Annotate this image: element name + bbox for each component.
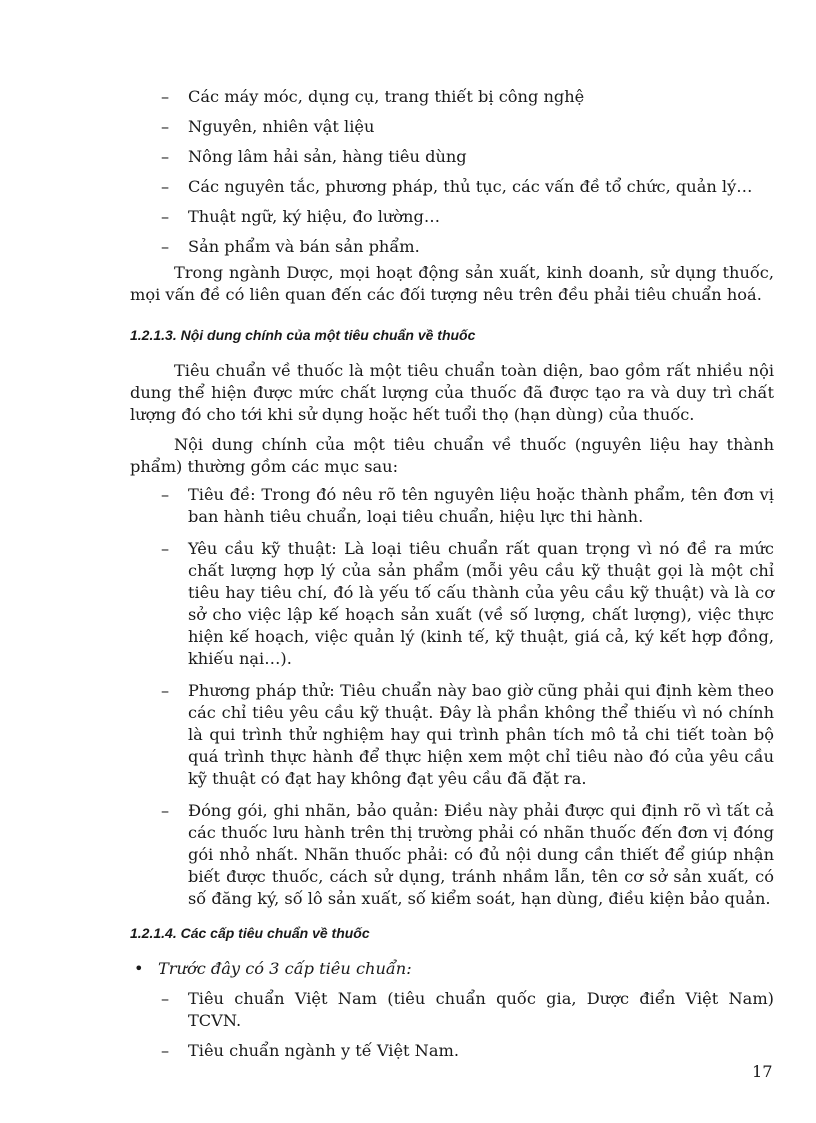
dash-marker: – bbox=[161, 485, 170, 504]
list-item-text: Phương pháp thử: Tiêu chuẩn này bao giờ cũng phải qui định kèm theo các chỉ tiêu yêu cầu kỹ thuật. Đây là phần không thể thiếu vì nó chính là qui trình thử nghiệm hay qui trình phân tích mô tả chi tiết toàn bộ quá trình thực hành để thực hiện xem một chỉ tiêu nào đó của yêu cầu kỹ thuật có đạt hay không đạt yêu cầu đã đặt ra. bbox=[188, 681, 774, 788]
dash-marker: – bbox=[161, 801, 170, 820]
dash-marker: – bbox=[161, 117, 170, 136]
section-1213-paragraph-2: Nội dung chính của một tiêu chuẩn về thuốc (nguyên liệu hay thành phẩm) thường gồm các mục sau: bbox=[130, 435, 774, 476]
dash-marker: – bbox=[161, 989, 170, 1008]
intro-paragraph: Trong ngành Dược, mọi hoạt động sản xuất, kinh doanh, sử dụng thuốc, mọi vấn đề có liên quan đến các đối tượng nêu trên đều phải tiêu chuẩn hoá. bbox=[130, 263, 774, 304]
list-item bbox=[130, 116, 774, 138]
list-item-text: Thuật ngữ, ký hiệu, đo lường… bbox=[188, 207, 441, 226]
list-item bbox=[130, 86, 774, 108]
list-item bbox=[130, 800, 774, 910]
bullet-marker: • bbox=[134, 959, 144, 978]
list-item bbox=[130, 538, 774, 670]
dash-marker: – bbox=[161, 681, 170, 700]
list-item-text: Tiêu đề: Trong đó nêu rõ tên nguyên liệu hoặc thành phẩm, tên đơn vị ban hành tiêu chuẩn, loại tiêu chuẩn, hiệu lực thi hành. bbox=[188, 485, 774, 526]
section-heading-1213: 1.2.1.3. Nội dung chính của một tiêu chuẩn về thuốc bbox=[130, 327, 476, 343]
section-1214-list bbox=[130, 988, 774, 1062]
list-item-text: Nông lâm hải sản, hàng tiêu dùng bbox=[188, 147, 467, 166]
dash-marker: – bbox=[161, 1041, 170, 1060]
list-item-text: Các máy móc, dụng cụ, trang thiết bị công nghệ bbox=[188, 87, 585, 106]
dash-marker: – bbox=[161, 237, 170, 256]
list-item bbox=[130, 236, 774, 258]
dash-marker: – bbox=[161, 87, 170, 106]
list-item-text: Yêu cầu kỹ thuật: Là loại tiêu chuẩn rất quan trọng vì nó đề ra mức chất lượng hợp lý của sản phẩm (mỗi yêu cầu kỹ thuật gọi là một chỉ tiêu hay tiêu chí, đó là yếu tố cấu thành của yêu cầu kỹ thuật) và là cơ sở cho việc lập kế hoạch sản xuất (về số lượng, chất lượng), việc thực hiện kế hoạch, việc quản lý (kinh tế, kỹ thuật, giá cả, ký kết hợp đồng, khiếu nại…). bbox=[188, 539, 774, 668]
dash-marker: – bbox=[161, 207, 170, 226]
page-body bbox=[130, 86, 774, 1070]
list-item bbox=[130, 680, 774, 790]
list-item-text: Nguyên, nhiên vật liệu bbox=[188, 117, 375, 136]
top-list bbox=[130, 86, 774, 258]
list-item bbox=[130, 1040, 774, 1062]
list-item bbox=[130, 988, 774, 1032]
dash-marker: – bbox=[161, 177, 170, 196]
page-number: 17 bbox=[752, 1062, 773, 1081]
list-item-text: Sản phẩm và bán sản phẩm. bbox=[188, 237, 420, 256]
bullet-item bbox=[130, 958, 774, 980]
dash-marker: – bbox=[161, 147, 170, 166]
list-item-text: Các nguyên tắc, phương pháp, thủ tục, các vấn đề tổ chức, quản lý… bbox=[188, 177, 753, 196]
list-item bbox=[130, 484, 774, 528]
list-item-text: Tiêu chuẩn ngành y tế Việt Nam. bbox=[188, 1041, 459, 1060]
section-heading-1214: 1.2.1.4. Các cấp tiêu chuẩn về thuốc bbox=[130, 925, 370, 941]
list-item-text: Đóng gói, ghi nhãn, bảo quản: Điều này phải được qui định rõ vì tất cả các thuốc lưu hành trên thị trường phải có nhãn thuốc đến đơn vị đóng gói nhỏ nhất. Nhãn thuốc phải: có đủ nội dung cần thiết để giúp nhận biết được thuốc, cách sử dụng, tránh nhầm lẫn, tên cơ sở sản xuất, có số đăng ký, số lô sản xuất, số kiểm soát, hạn dùng, điều kiện bảo quản. bbox=[188, 801, 774, 908]
list-item bbox=[130, 146, 774, 168]
list-item-text: Tiêu chuẩn Việt Nam (tiêu chuẩn quốc gia, Dược điển Việt Nam) TCVN. bbox=[188, 989, 774, 1030]
section-1213-paragraph-1: Tiêu chuẩn về thuốc là một tiêu chuẩn toàn diện, bao gồm rất nhiều nội dung thể hiện được mức chất lượng của thuốc đã được tạo ra và duy trì chất lượng đó cho tới khi sử dụng hoặc hết tuổi thọ (hạn dùng) của thuốc. bbox=[130, 361, 774, 424]
bullet-item-text: Trước đây có 3 cấp tiêu chuẩn: bbox=[158, 959, 412, 978]
list-item bbox=[130, 176, 774, 198]
dash-marker: – bbox=[161, 539, 170, 558]
section-1213-list bbox=[130, 484, 774, 910]
list-item bbox=[130, 206, 774, 228]
